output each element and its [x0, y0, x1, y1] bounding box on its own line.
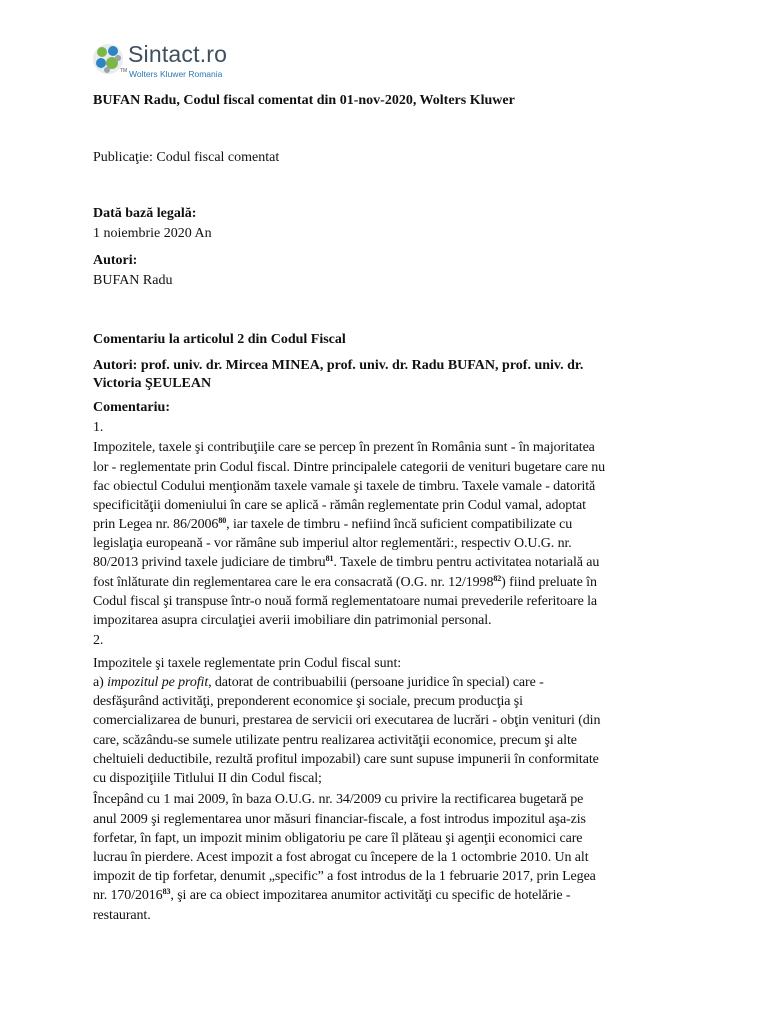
paragraph-1-line: specificităţii domeniului în care se aplică - rămân reglementate prin Codul vamal, adoptat	[93, 498, 586, 513]
text-run: , şi are ca obiect impozitarea anumitor activităţi cu specific de hotelărie -	[170, 888, 571, 903]
footnote-ref-82[interactable]: 82	[493, 574, 502, 583]
text-run: . Taxele de timbru pentru activitatea notarială au	[333, 555, 600, 570]
paragraph-3-line: forfetar, în fapt, un impozit minim obligatoriu pe care îl plăteau şi agenţii economici care	[93, 831, 583, 846]
paragraph-3-line: Începând cu 1 mai 2009, în baza O.U.G. nr. 34/2009 cu privire la rectificarea bugetară pe	[93, 792, 584, 807]
paragraph-3-line	[93, 886, 570, 906]
logo-tm: TM	[120, 68, 128, 74]
legal-date-value: 1 noiembrie 2020 An	[93, 226, 212, 241]
footnote-ref-83[interactable]: 83	[162, 887, 171, 896]
paragraph-2-line: cu dispoziţiile Titlului II din Codul fiscal;	[93, 771, 322, 786]
paragraph-1-line: lor - reglementate prin Codul fiscal. Dintre principalele categorii de venituri bugetare care nu	[93, 460, 606, 475]
comment-label: Comentariu:	[93, 400, 170, 415]
text-run: nr. 170/2016	[93, 888, 163, 903]
authors-label: Autori:	[93, 253, 138, 268]
sintact-logo	[92, 43, 292, 79]
paragraph-3-line: lucrau în pierdere. Acest impozit a fost abrogat cu începere de la 1 octombrie 2010. Un alt	[93, 850, 589, 865]
document-title: BUFAN Radu, Codul fiscal comentat din 01-nov-2020, Wolters Kluwer	[93, 93, 515, 108]
logo-name: Sintact.ro	[128, 41, 228, 67]
text-run: , datorat de contribuabilii (persoane juridice în special) care -	[208, 675, 544, 690]
logo-subtitle: Wolters Kluwer Romania	[129, 69, 223, 79]
text-run: a)	[93, 675, 108, 690]
paragraph-1-line: Codul fiscal şi transpuse într-o nouă formă reglementatoare numai prevederile referitoare la	[93, 594, 598, 609]
footnote-ref-81[interactable]: 81	[325, 554, 334, 563]
text-run: , iar taxele de timbru - nefiind încă suficient compatibilizate cu	[226, 517, 573, 532]
paragraph-1-line: fac obiectul Codului menţionăm taxele vamale şi taxele de timbru. Taxele vamale - datorită	[93, 479, 596, 494]
article-heading: Comentariu la articolul 2 din Codul Fiscal	[93, 332, 346, 347]
text-run: ) fiind preluate în	[501, 575, 597, 590]
paragraph-2-line: cheltuieli deductibile, rezultă profitul impozabil) care sunt supuse impunerii în conformitate	[93, 752, 599, 767]
legal-date-label: Dată bază legală:	[93, 206, 197, 221]
paragraph-1-line	[93, 515, 572, 535]
paragraph-1-line: legislaţia europeană - vor rămâne sub imperiul altor reglementări:, respectiv O.U.G. nr.	[93, 536, 572, 551]
text-run: 80/2013 privind taxele judiciare de timbru	[93, 555, 326, 570]
footnote-ref-80[interactable]: 80	[218, 516, 227, 525]
publication-line: Publicaţie: Codul fiscal comentat	[93, 150, 280, 165]
paragraph-3-line: restaurant.	[93, 908, 151, 923]
emphasis-term: impozitul pe profit	[107, 675, 209, 690]
text-run: prin Legea nr. 86/2006	[93, 517, 219, 532]
paragraph-2-line	[93, 673, 544, 693]
paragraph-1-line: Impozitele, taxele şi contribuţiile care se percep în prezent în România sunt - în majoritatea	[93, 440, 595, 455]
paragraph-3-line: impozit de tip forfetar, denumit „specific” a fost introdus de la 1 februarie 2017, prin Legea	[93, 869, 596, 884]
section-number-1: 1.	[93, 420, 104, 435]
paragraph-1-line	[93, 573, 597, 593]
paragraph-2-intro: Impozitele şi taxele reglementate prin Codul fiscal sunt:	[93, 656, 402, 671]
paragraph-2-line: care, scăzându-se sumele utilizate pentru realizarea activităţii economice, precum şi alte	[93, 733, 577, 748]
authors-value: BUFAN Radu	[93, 273, 173, 288]
article-authors-line1: Autori: prof. univ. dr. Mircea MINEA, prof. univ. dr. Radu BUFAN, prof. univ. dr.	[93, 358, 584, 373]
section-number-2: 2.	[93, 633, 104, 648]
article-authors-line2: Victoria ŞEULEAN	[93, 376, 212, 391]
paragraph-2-line: desfăşurând activităţi, preponderent economice şi sociale, precum producţia şi	[93, 694, 523, 709]
text-run: fost înlăturate din reglementarea care le era consacrată (O.G. nr. 12/1998	[93, 575, 494, 590]
paragraph-1-line	[93, 553, 599, 573]
paragraph-2-line: comercializarea de bunuri, prestarea de servicii ori executarea de lucrări - obţin venituri (din	[93, 713, 601, 728]
paragraph-1-line: impozitarea asupra circulaţiei averii imobiliare din patrimonial personal.	[93, 613, 492, 628]
paragraph-3-line: anul 2009 şi reglementarea unor măsuri financiar-fiscale, a fost introdus impozitul aşa-zis	[93, 812, 586, 827]
